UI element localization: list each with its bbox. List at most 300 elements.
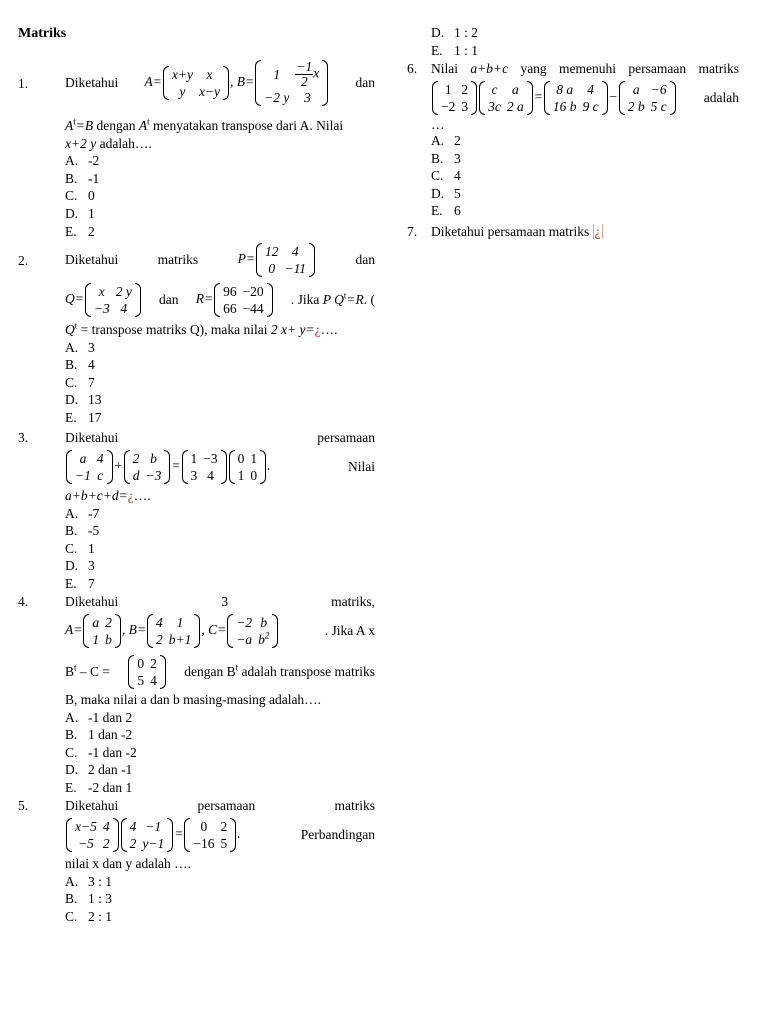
matrix-cell: a (632, 82, 640, 97)
matrix (128, 655, 166, 689)
question-text: Diketahui (65, 75, 119, 91)
matrix-cell: 4 (207, 468, 214, 483)
option[interactable] (65, 391, 375, 409)
option-letter: B. (65, 891, 78, 907)
option-letter: D. (65, 392, 79, 408)
matrix-cell: −2 (441, 99, 456, 114)
matrix-cell: −3 (203, 451, 218, 466)
option-text: 6 (454, 203, 461, 219)
matrix-cell: 2 (102, 836, 110, 851)
matrix-cell: 5 (137, 673, 145, 688)
question-text: 3 (221, 594, 229, 610)
question-text: Diketahui (65, 594, 119, 610)
option-text: 1 : 2 (454, 25, 479, 40)
matrix-expression (65, 614, 279, 648)
option-text: 7 (88, 575, 95, 591)
option[interactable] (65, 890, 375, 908)
question-text: dengan B (184, 664, 236, 680)
question-text: Nilai (348, 459, 375, 475)
math-label: R= (195, 291, 214, 307)
matrix (619, 81, 676, 115)
math-expr: =R (346, 292, 364, 308)
matrix-expression: x−5 4 −5 2 4 −1 2 y−1 = 0 2 −16 5 . (65, 818, 241, 852)
option-letter: B. (65, 727, 78, 743)
placeholder-glyph: ¿ (594, 224, 601, 239)
option-text: 3 (88, 339, 95, 355)
matrix-expression (238, 243, 316, 277)
question-text: adalah (703, 90, 739, 106)
question-number: 7. (407, 224, 418, 239)
matrix-cell: 2 (155, 632, 163, 647)
option[interactable] (431, 167, 739, 185)
question-text: dengan (93, 118, 139, 133)
fraction-numerator: −1 (296, 59, 313, 74)
option[interactable] (65, 152, 375, 170)
option[interactable] (65, 205, 375, 223)
question-line (65, 55, 375, 111)
option[interactable] (65, 356, 375, 374)
question-body (65, 55, 375, 240)
question-body (431, 60, 739, 220)
matrix-cell: 3 (190, 468, 198, 483)
question-number: 1. (18, 76, 29, 91)
math-label: P= (237, 251, 255, 267)
question-text: Diketahui (65, 798, 119, 814)
superscript: t (147, 116, 150, 127)
matrix-cell: 9 c (582, 99, 599, 114)
matrix-cell: 5 c (650, 99, 667, 114)
matrix-cell: b (105, 632, 112, 647)
question-line: nilai x dan y adalah …. (65, 856, 191, 871)
superscript: t (343, 290, 347, 301)
matrix-cell: 2 (129, 836, 137, 851)
question-text: persamaan (197, 798, 256, 814)
question-number: 3. (18, 430, 29, 445)
question-body (65, 593, 375, 797)
matrix-cell: −1 (145, 819, 162, 834)
option-letter: B. (65, 523, 78, 539)
matrix (182, 450, 227, 484)
option[interactable] (65, 575, 375, 593)
matrix-cell: 5 (220, 836, 228, 851)
matrix-cell: 1 (190, 451, 198, 466)
question-line (65, 321, 375, 339)
matrix-cell: 4 (587, 82, 594, 97)
matrix-B (147, 614, 200, 648)
math-label: Q= (65, 291, 84, 307)
option[interactable] (65, 908, 375, 926)
option-text: 2 (454, 133, 461, 148)
math-label: A= (144, 74, 162, 90)
question-body (65, 797, 375, 925)
option-text: -1 (88, 170, 100, 186)
option-letter: A. (431, 133, 445, 148)
matrix-cell: −3 (93, 301, 110, 316)
matrix-cell: 4 (155, 615, 163, 630)
question-text: B (65, 664, 75, 680)
question-text: dan (355, 75, 375, 91)
option[interactable] (65, 187, 375, 205)
matrix-cell: 2 (150, 656, 157, 671)
question-line (65, 611, 375, 651)
option-text: -2 (88, 153, 100, 169)
matrix-cell: −2 (236, 615, 253, 630)
option-text: -5 (88, 523, 100, 539)
option-letter: B. (65, 170, 78, 186)
math-var: A (65, 118, 74, 133)
options (65, 709, 375, 797)
question-5-continued (431, 24, 478, 59)
matrix-cell: 1 (273, 67, 281, 82)
matrix-expression: 1 2 −2 3 c a 3c 2 a = 8 a 4 16 b 9 c − a −6 2 b 5 c (431, 81, 677, 115)
superscript: t (74, 320, 78, 331)
matrix-cell: y−1 (142, 836, 165, 851)
option[interactable] (65, 709, 375, 727)
option-text: 1 : 3 (88, 891, 113, 907)
question-line (65, 487, 375, 505)
question-text: matriks (157, 252, 199, 268)
matrix-expression: a 4 −1 c + 2 b d −3 = 1 −3 3 4 0 1 1 0 . (65, 450, 271, 484)
option-text: 3 (454, 150, 461, 166)
question-body (65, 429, 375, 593)
matrix-cell: 66 (223, 301, 237, 316)
matrix-cell: c (97, 468, 104, 483)
question-line (431, 78, 739, 118)
option[interactable] (65, 505, 375, 523)
matrix-cell: y (179, 84, 186, 99)
option[interactable] (65, 522, 375, 540)
question-text: …. (320, 322, 338, 337)
matrix-expression (144, 60, 329, 106)
option-letter: D. (65, 205, 79, 221)
matrix-cell: −44 (242, 301, 264, 316)
option[interactable] (65, 540, 375, 558)
matrix-cell: d (132, 468, 140, 483)
option-letter: C. (65, 744, 78, 760)
option[interactable] (65, 223, 375, 241)
matrix-cell: c (491, 82, 498, 97)
matrix-cell: 0 (237, 451, 245, 466)
matrix-cell: 1 (176, 615, 184, 630)
option[interactable] (431, 132, 739, 150)
question-text: dan (355, 252, 375, 268)
matrix-cell: 1 (444, 82, 452, 97)
option-text: 4 (88, 357, 95, 373)
option-letter: A. (65, 709, 79, 725)
matrix-cell: x+y (171, 67, 193, 82)
math-expr: x+2 y (65, 135, 97, 151)
matrix-cell: −6 (650, 82, 667, 97)
question-text: persamaan (317, 430, 375, 446)
option-text: 2 (88, 223, 95, 239)
question-text: memenuhi (559, 61, 617, 77)
fraction (295, 60, 313, 89)
option-letter: E. (431, 42, 443, 58)
matrix-B (255, 60, 328, 106)
question-text: persamaan (628, 61, 687, 77)
question-text: matriks (698, 61, 739, 77)
matrix-cell: 4 (291, 244, 299, 259)
question-text: menyatakan transpose dari A. Nilai (149, 118, 344, 133)
option[interactable] (65, 873, 375, 891)
question-text: – C = (76, 664, 111, 680)
option-text: -2 dan 1 (88, 779, 133, 795)
option-text: 5 (454, 185, 461, 201)
matrix (229, 450, 267, 484)
option-letter: B. (65, 357, 78, 373)
option-letter: C. (65, 188, 78, 204)
option-text: 2 : 1 (88, 908, 113, 924)
matrix-A (83, 614, 121, 648)
option-letter: E. (65, 223, 77, 239)
question-number: 4. (18, 594, 29, 609)
matrix-cell: −1 (75, 468, 91, 483)
question-text: . Jika (290, 292, 323, 308)
option[interactable] (65, 779, 375, 797)
question-line (65, 593, 375, 611)
question-text: adalah…. (96, 135, 152, 151)
matrix-cell: 4 (96, 451, 104, 466)
options (65, 873, 375, 926)
matrix-cell: 3c (488, 99, 501, 114)
option-letter: C. (65, 374, 78, 390)
option-text: -1 dan 2 (88, 709, 133, 725)
matrix (66, 450, 113, 484)
matrix-R (214, 283, 273, 317)
math-label: , B= (121, 622, 146, 638)
matrix-cell: 4 (102, 819, 110, 834)
math-label: , B= (230, 74, 255, 90)
option[interactable] (431, 42, 478, 60)
math-var: x (313, 65, 320, 81)
option-text: 3 : 1 (88, 873, 113, 889)
option[interactable] (65, 726, 375, 744)
math-var: b (258, 632, 265, 647)
question-line (65, 815, 375, 855)
question-text: …. (133, 488, 151, 503)
question-line (65, 117, 375, 135)
question-line (65, 797, 375, 815)
option-text: 1 dan -2 (88, 727, 133, 743)
option-text: 7 (88, 374, 95, 390)
question-body (65, 241, 375, 427)
question-number: 5. (18, 798, 29, 813)
option[interactable] (65, 557, 375, 575)
math-expr: P Q (322, 292, 344, 308)
matrix-cell: −16 (193, 836, 215, 851)
matrix-cell: 1 (237, 468, 245, 483)
matrix-cell: 2 a (506, 99, 524, 114)
option-letter: C. (65, 540, 78, 556)
matrix-cell: b (150, 451, 157, 466)
matrix-cell: a (511, 82, 519, 97)
matrix-cell: a (79, 451, 87, 466)
matrix (544, 81, 608, 115)
matrix-cell: 4 (150, 673, 157, 688)
option[interactable] (431, 150, 739, 168)
question-line: B, maka nilai a dan b masing-masing adalah…. (65, 692, 322, 707)
option[interactable] (65, 761, 375, 779)
question-line (65, 135, 375, 153)
matrix-cell: −a (236, 632, 253, 647)
option-letter: E. (65, 779, 77, 795)
question-text (65, 663, 110, 681)
matrix-cell: b (260, 615, 268, 630)
option[interactable] (65, 374, 375, 392)
option[interactable] (65, 170, 375, 188)
math-expr: 2 x+ y= (270, 322, 315, 337)
options (431, 132, 739, 220)
matrix-cell: x (206, 67, 213, 82)
math-expr: =B (75, 118, 94, 133)
matrix-cell: −5 (77, 836, 94, 851)
math-label: A= (65, 622, 83, 638)
matrix-cell: 0 (200, 819, 208, 834)
superscript: 2 (264, 630, 270, 641)
placeholder-glyph: ¿ (127, 488, 134, 503)
matrix-cell: 2 (461, 82, 469, 97)
matrix (479, 81, 533, 115)
matrix (124, 450, 171, 484)
option-letter: E. (65, 575, 77, 591)
option-letter: A. (65, 505, 79, 521)
options (65, 339, 375, 427)
matrix-cell: 2 (105, 615, 112, 630)
math-expr: a+b+c+d= (65, 488, 128, 503)
question-number: 6. (407, 61, 418, 76)
option[interactable] (431, 24, 478, 42)
option-letter: A. (65, 153, 79, 169)
question-line (65, 447, 375, 487)
matrix-cell: −2 y (264, 90, 290, 105)
option-text: -1 dan -2 (88, 744, 137, 760)
superscript: t (74, 662, 77, 673)
matrix (184, 818, 236, 852)
option-letter: C. (65, 908, 78, 924)
option-text: 1 (88, 205, 95, 221)
question-text: = transpose matriks Q), maka nilai (77, 322, 271, 337)
option-letter: E. (65, 409, 77, 425)
option[interactable] (431, 185, 739, 203)
question-text: matriks (334, 798, 375, 814)
question-text: . ( (363, 292, 375, 308)
matrix-cell: x−5 (75, 819, 97, 834)
matrix-cell: x−y (198, 84, 221, 99)
options (65, 505, 375, 593)
matrix-cell: 3 (303, 90, 311, 105)
option-text: 0 (88, 188, 95, 204)
matrix-cell: −20 (242, 284, 264, 299)
matrix-cell: 2 (220, 819, 228, 834)
placeholder-glyph: ¿ (314, 322, 321, 337)
math-var: A (138, 118, 148, 133)
matrix (432, 81, 477, 115)
matrix-cell: 0 (250, 468, 258, 483)
matrix-cell: −11 (284, 261, 307, 276)
question-line (65, 241, 375, 279)
matrix-cell: 2 b (627, 99, 645, 114)
matrix-cell: 8 a (556, 82, 574, 97)
matrix-cell: −3 (145, 468, 162, 483)
matrix-cell: 0 (137, 656, 145, 671)
question-line (431, 60, 739, 78)
matrix-cell: 1 (250, 451, 258, 466)
option[interactable] (431, 202, 739, 220)
option-letter: C. (431, 168, 444, 184)
math-var: Q (65, 322, 75, 337)
option[interactable] (65, 744, 375, 762)
option-text: 3 (88, 558, 95, 574)
option[interactable] (65, 409, 375, 427)
matrix-cell: 1 (92, 632, 100, 647)
option-text: -7 (88, 505, 100, 521)
option-text: 1 : 1 (454, 42, 479, 58)
option-letter: D. (431, 185, 445, 201)
matrix-cell: 12 (264, 244, 279, 259)
option-letter: D. (65, 558, 79, 574)
question-text: yang (520, 61, 547, 77)
matrix-cell: a (92, 615, 100, 630)
option-letter: D. (65, 762, 79, 778)
question-text: Diketahui persamaan matriks (431, 224, 593, 239)
matrix-cell: 0 (268, 261, 276, 276)
math-label: , C= (201, 622, 227, 638)
matrix-expression (65, 283, 142, 317)
question-number: 2. (18, 253, 29, 268)
matrix (121, 818, 174, 852)
question-line (65, 279, 375, 321)
question-text (291, 291, 375, 309)
question-text (184, 663, 375, 681)
matrix-A (163, 66, 229, 100)
option-text: 2 dan -1 (88, 762, 133, 778)
superscript: t (73, 116, 76, 127)
option-text: 13 (88, 392, 102, 408)
option-letter: A. (65, 873, 79, 889)
question-line: … (431, 117, 445, 132)
matrix-cell: 4 (129, 819, 137, 834)
question-text: Nilai (431, 61, 458, 77)
question-text: Diketahui (65, 430, 119, 446)
matrix-cell: 16 b (552, 99, 577, 114)
question-text: . Jika A x (324, 623, 375, 639)
option-text: 1 (88, 540, 95, 556)
superscript: t (235, 662, 239, 673)
option[interactable] (65, 339, 375, 357)
fraction-denominator: 2 (300, 74, 308, 89)
question-line (65, 653, 375, 691)
question-text: adalah transpose matriks (238, 664, 375, 680)
matrix-cell: 2 y (115, 284, 132, 299)
matrix-Q (85, 283, 141, 317)
matrix-cell (292, 60, 322, 89)
question-text: Perbandingan (300, 827, 375, 843)
matrix-cell: 4 (120, 301, 128, 316)
matrix-cell: b+1 (168, 632, 192, 647)
document-title: Matriks (18, 26, 67, 41)
matrix-cell: 96 (223, 284, 237, 299)
matrix-cell (255, 631, 272, 648)
question-text: matriks, (331, 594, 375, 610)
math-expr: a+b+c (470, 61, 509, 77)
question-text: dan (159, 292, 179, 308)
question-body (431, 223, 739, 241)
matrix-expression (196, 283, 274, 317)
option-letter: D. (431, 25, 445, 40)
options (65, 152, 375, 240)
option-letter: A. (65, 339, 79, 355)
option-text: 17 (88, 409, 102, 425)
